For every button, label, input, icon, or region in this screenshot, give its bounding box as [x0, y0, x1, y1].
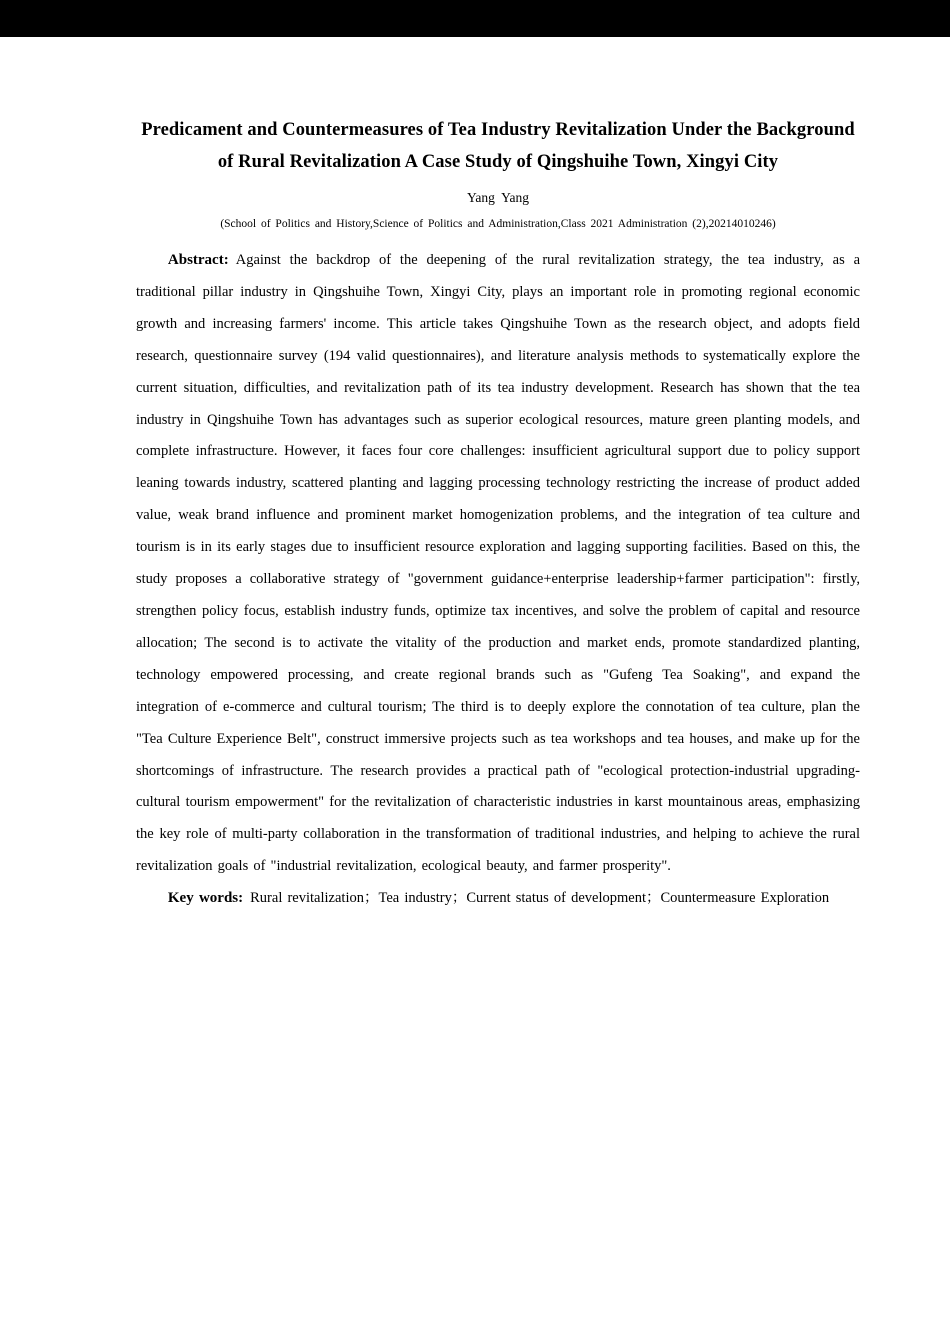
keywords-label: Key words:: [167, 890, 244, 907]
keywords-text: Rural revitalization；Tea industry；Current status of development；Countermeasure Exploration: [250, 890, 830, 907]
paper-title: Predicament and Countermeasures of Tea Industry Revitalization Under the Background of Rural Revitalization A Case Study of Qingshuihe Town, Xingyi City: [141, 120, 855, 172]
keywords-paragraph: [136, 883, 860, 915]
abstract-paragraph: [136, 245, 860, 883]
paper-content: [136, 114, 860, 915]
author-name: Yang Yang: [466, 190, 530, 205]
affiliation-line: (School of Politics and History,Science of Politics and Administration,Class 2021 Administration (2),20214010246): [220, 218, 776, 230]
top-black-bar: [0, 0, 950, 37]
abstract-label: Abstract:: [167, 252, 229, 268]
abstract-text: Against the backdrop of the deepening of the rural revitalization strategy, the tea industry, as a traditional pillar industry in Qingshuihe Town, Xingyi City, plays an important role in promoting regional economic growth and increasing farmers' income. This article takes Qingshuihe Town as the research object, and adopts field research, questionnaire survey (194 valid questionnaires), and literature analysis methods to systematically explore the current situation, difficulties, and revitalization path of its tea industry development. Research has shown that the tea industry in Qingshuihe Town has advantages such as superior ecological resources, mature green planting models, and complete infrastructure. However, it faces four core challenges: insufficient agricultural support due to policy support leaning towards industry, scattered planting and lagging processing technology restricting the increase of product added value, weak brand influence and prominent market homogenization problems, and the integration of tea culture and tourism is in its early stages due to insufficient resource exploration and lagging supporting facilities. Based on this, the study proposes a collaborative strategy of "government guidance+enterprise leadership+farmer participation": firstly, strengthen policy focus, establish industry funds, optimize tax incentives, and solve the problem of capital and resource allocation; The second is to activate the vitality of the production and market ends, promote standardized planting, technology empowered processing, and create regional brands such as "Gufeng Tea Soaking", and expand the integration of e-commerce and cultural tourism; The third is to deeply explore the connotation of tea culture, plan the "Tea Culture Experience Belt", construct immersive projects such as tea workshops and tea houses, and make up for the shortcomings of infrastructure. The research provides a practical path of "ecological protection-industrial upgrading-cultural tourism empowerment" for the revitalization of characteristic industries in karst mountainous areas, emphasizing the key role of multi-party collaboration in the transformation of traditional industries, and helping to achieve the rural revitalization goals of "industrial revitalization, ecological beauty, and farmer prosperity".: [136, 252, 860, 875]
